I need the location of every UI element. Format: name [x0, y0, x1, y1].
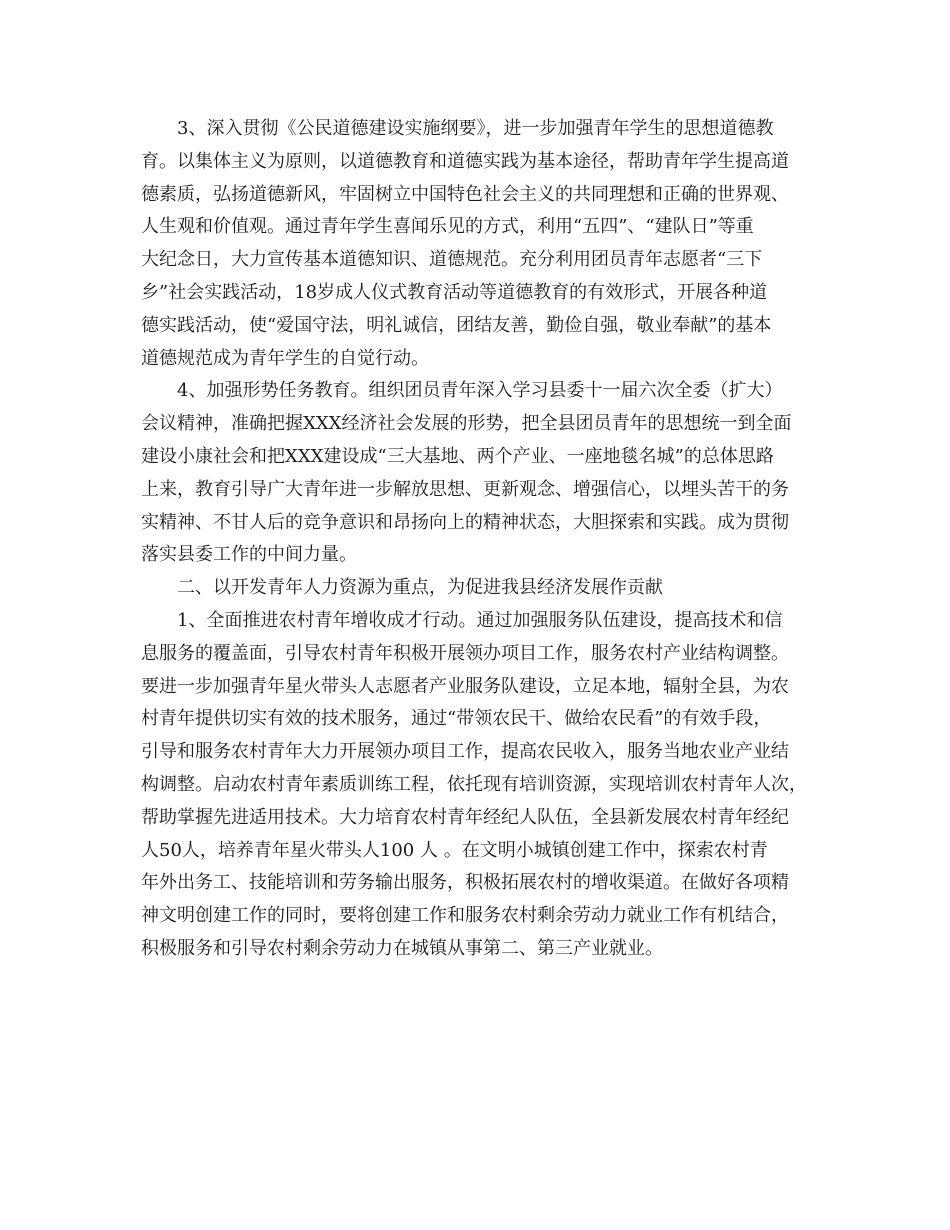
text-line: 落实县委工作的中间力量。	[141, 544, 357, 566]
text-line: 息服务的覆盖面，引导农村青年积极开展领办项目工作，服务农村产业结构调整。	[141, 642, 789, 664]
text-line: 积极服务和引导农村剩余劳动力在城镇从事第二、第三产业就业。	[141, 937, 663, 959]
text-line: 年外出务工、技能培训和劳务输出服务，积极拓展农村的增收渠道。在做好各项精	[141, 872, 789, 894]
text-line: 3、深入贯彻《公民道德建设实施纲要》，进一步加强青年学生的思想道德教	[177, 118, 774, 139]
text-line: 村青年提供切实有效的技术服务，通过“带领农民干、做给农民看”的有效手段，	[141, 708, 772, 730]
paragraph-4	[141, 375, 821, 572]
text-line: 帮助掌握先进适用技术。大力培育农村青年经纪人队伍，全县新发展农村青年经纪	[141, 806, 789, 828]
text-line: 构调整。启动农村青年素质训练工程，依托现有培训资源，实现培训农村青年人次，	[141, 773, 807, 795]
text-line: 4、加强形势任务教育。组织团员青年深入学习县委十一届六次全委（扩大）	[177, 380, 783, 402]
text-line: 乡”社会实践活动，18岁成人仪式教育活动等道德教育的有效形式，开展各种道	[141, 281, 768, 303]
text-line: 人生观和价值观。通过青年学生喜闻乐见的方式，利用“五四”、“建队日”等重	[141, 216, 754, 238]
text-line: 道德规范成为青年学生的自觉行动。	[141, 347, 429, 369]
text-line: 神文明创建工作的同时，要将创建工作和服务农村剩余劳动力就业工作有机结合，	[141, 905, 789, 927]
text-line: 引导和服务农村青年大力开展领办项目工作，提高农民收入，服务当地农业产业结	[141, 741, 789, 763]
text-line: 大纪念日，大力宣传基本道德知识、道德规范。充分利用团员青年志愿者“三下	[141, 249, 763, 271]
paragraph-3	[141, 113, 821, 375]
text-line: 会议精神，准确把握XXX经济社会发展的形势，把全县团员青年的思想统一到全面	[141, 413, 792, 435]
section-heading-2	[141, 572, 821, 605]
text-line: 建设小康社会和把XXX建设成“三大基地、两个产业、一座地毯名城”的总体思路	[141, 445, 774, 467]
text-line: 人50人，培养青年星火带头人100 人 。在文明小城镇创建工作中，探索农村青	[141, 839, 768, 861]
text-line: 德实践活动，使“爱国守法，明礼诚信，团结友善，勤俭自强，敬业奉献”的基本	[141, 314, 772, 336]
paragraph-2-1	[141, 605, 821, 966]
text-line: 德素质，弘扬道德新风，牢固树立中国特色社会主义的共同理想和正确的世界观、	[141, 183, 789, 205]
text-line: 育。以集体主义为原则，以道德教育和道德实践为基本途径，帮助青年学生提高道	[141, 150, 789, 172]
text-line: 实精神、不甘人后的竞争意识和昂扬向上的精神状态，大胆探索和实践。成为贯彻	[141, 511, 789, 533]
text-line: 上来，教育引导广大青年进一步解放思想、更新观念、增强信心，以埋头苦干的务	[141, 478, 789, 500]
text-line: 要进一步加强青年星火带头人志愿者产业服务队建设，立足本地，辐射全县，为农	[141, 675, 789, 697]
document-body	[141, 113, 821, 966]
text-line: 1、全面推进农村青年增收成才行动。通过加强服务队伍建设，提高技术和信	[177, 609, 783, 631]
heading-line: 二、以开发青年人力资源为重点，为促进我县经济发展作贡献	[177, 577, 663, 599]
